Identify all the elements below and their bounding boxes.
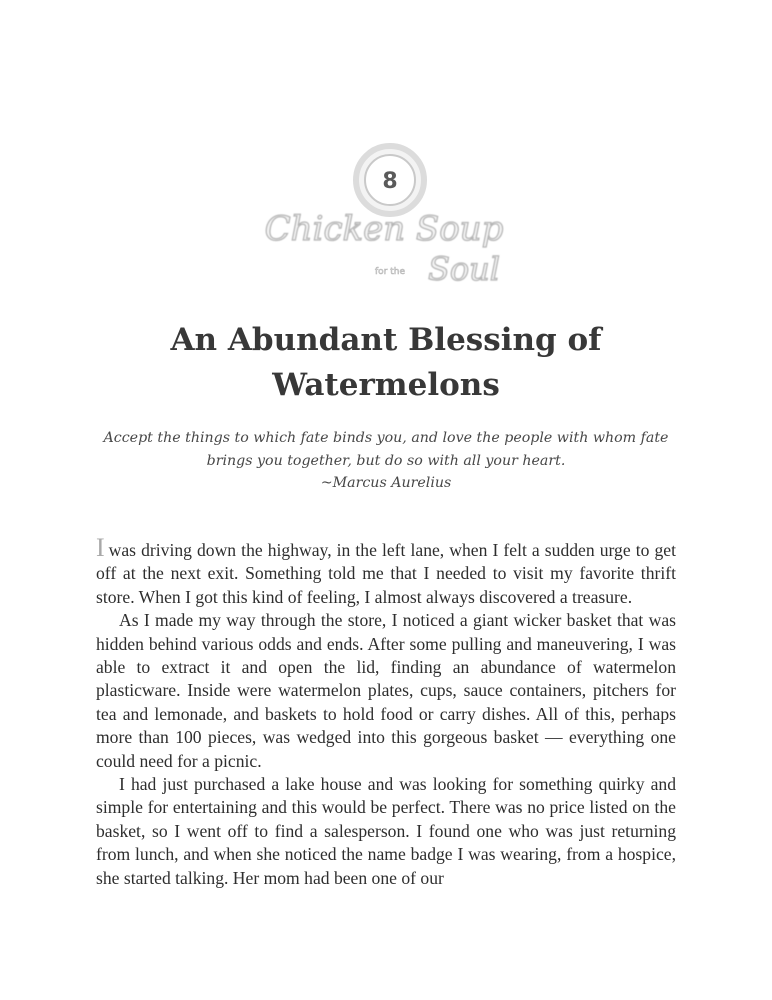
- epigraph: [96, 427, 676, 495]
- paragraph-1: [96, 533, 676, 609]
- chicken-soup-logo-icon: [262, 140, 512, 290]
- brand-line2: Soul: [427, 250, 501, 288]
- chapter-number: 8: [382, 169, 398, 194]
- story-body: [96, 533, 676, 890]
- paragraph-2: As I made my way through the store, I noticed a giant wicker basket that was hidden behind various odds and ends. After some pulling and maneuvering, I was able to extract it and open the lid, finding an abundance of watermelon plasticware. Inside were watermelon plates, cups, sauce containers, pitchers for tea and lemonade, and baskets to hold food or carry dishes. All of this, perhaps more than 100 pieces, was wedged into this gorgeous basket — everything one could need for a picnic.: [96, 610, 676, 771]
- brand-small: for the: [374, 267, 406, 277]
- paragraph-1-text: was driving down the highway, in the left lane, when I felt a sudden urge to get off at the next exit. Something told me that I needed to visit my favorite thrift store. When I got this kind of feeling, I almost always discovered a treasure.: [96, 540, 676, 607]
- paragraph-3: I had just purchased a lake house and was looking for something quirky and simple for entertaining and this would be perfect. There was no price listed on the basket, so I went off to find a salesperson. I found one who was just returning from lunch, and when she noticed the name badge I was wearing, from a hospice, she started talking. Her mom had been one of our: [96, 774, 676, 888]
- epigraph-attribution: ~Marcus Aurelius: [320, 475, 452, 491]
- chapter-logo: [0, 0, 772, 300]
- drop-cap: I: [96, 533, 105, 562]
- brand-line1: Chicken Soup: [264, 209, 504, 249]
- epigraph-quote: Accept the things to which fate binds you, and love the people with whom fate brings you together, but do so with all your heart.: [103, 430, 669, 469]
- chapter-title: An Abundant Blessing of Watermelons: [170, 322, 602, 403]
